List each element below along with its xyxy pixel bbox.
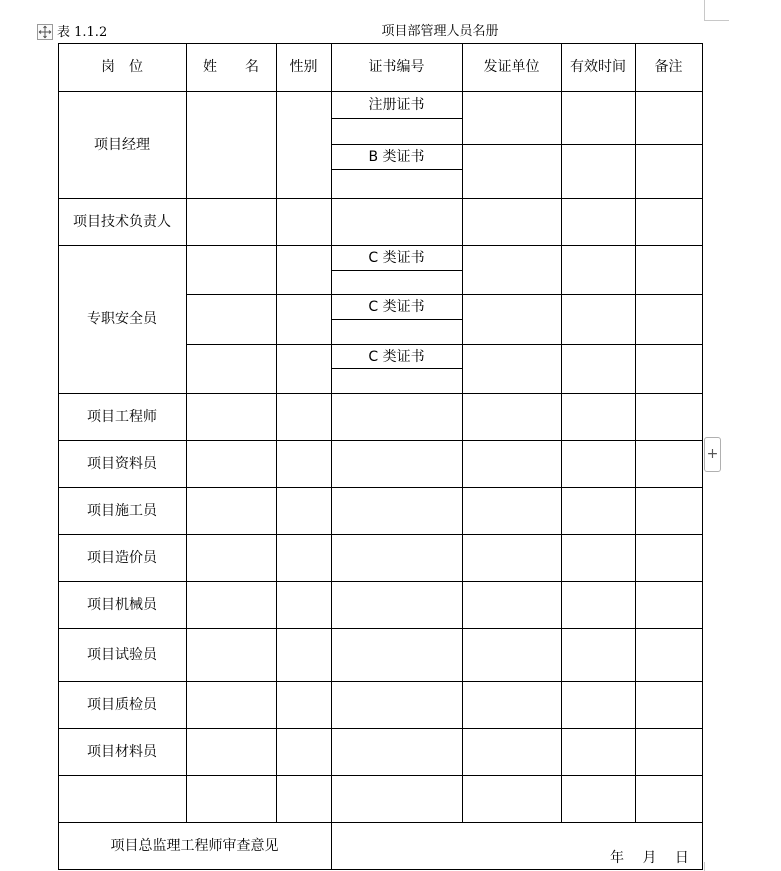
header-valid-period: 有效时间 bbox=[570, 59, 626, 75]
row-label-cost-estimator: 项目造价员 bbox=[87, 549, 157, 566]
row-label-construction-worker: 项目施工员 bbox=[87, 502, 157, 519]
page-corner-bottom-right bbox=[704, 862, 729, 871]
row-label-test-officer: 项目试验员 bbox=[87, 646, 157, 663]
row-label-safety-officer: 专职安全员 bbox=[87, 311, 157, 327]
move-table-icon[interactable] bbox=[37, 24, 53, 40]
page-corner-top-right bbox=[704, 0, 729, 21]
table-title: 项目部管理人员名册 bbox=[381, 24, 499, 39]
row-label-document-clerk: 项目资料员 bbox=[87, 455, 157, 472]
header-name: 姓 名 bbox=[203, 59, 259, 75]
row-label-quality-inspector: 项目质检员 bbox=[87, 696, 157, 713]
row-label-project-manager: 项目经理 bbox=[94, 136, 150, 153]
cert-c-label-2: C 类证书 bbox=[368, 299, 425, 315]
review-opinion-label: 项目总监理工程师审查意见 bbox=[110, 837, 279, 854]
cert-registered-label: 注册证书 bbox=[368, 97, 425, 113]
cert-b-label: B 类证书 bbox=[368, 149, 425, 165]
row-label-engineer: 项目工程师 bbox=[87, 408, 157, 425]
header-position: 岗 位 bbox=[101, 59, 143, 75]
header-issuer: 发证单位 bbox=[483, 59, 540, 75]
table-number: 表 1.1.2 bbox=[57, 25, 108, 40]
row-label-material-officer: 项目材料员 bbox=[87, 743, 157, 760]
header-cert-number: 证书编号 bbox=[368, 59, 425, 75]
header-gender: 性别 bbox=[289, 59, 318, 75]
add-row-button[interactable]: + bbox=[704, 437, 721, 472]
header-remarks: 备注 bbox=[654, 59, 683, 75]
row-label-machinery-officer: 项目机械员 bbox=[87, 596, 157, 613]
review-date-line: 年 月 日 bbox=[610, 850, 689, 866]
cert-c-label-3: C 类证书 bbox=[368, 348, 425, 365]
cert-c-label-1: C 类证书 bbox=[368, 250, 425, 266]
row-label-tech-lead: 项目技术负责人 bbox=[73, 213, 171, 230]
